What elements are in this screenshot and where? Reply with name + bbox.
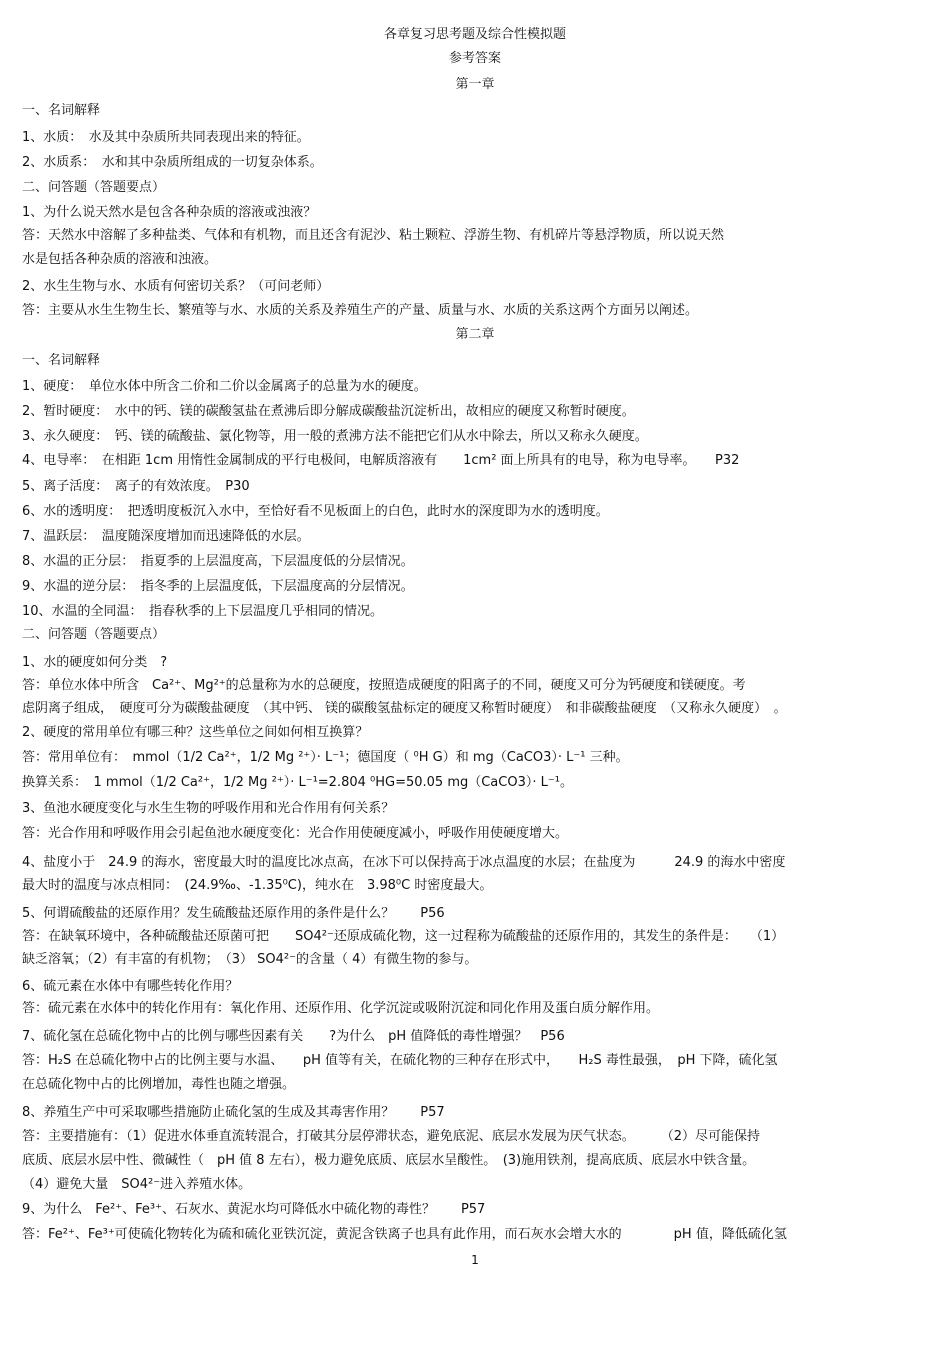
text-line: 水是包括各种杂质的溶液和浊液。	[22, 252, 218, 267]
heading-line: 各章复习思考题及综合性模拟题	[383, 27, 566, 42]
text-line: 答：主要措施有：（1）促进水体垂直流转混合，打破其分层停滞状态，避免底泥、底层水发展为厌气状态。 （2）尽可能保持	[22, 1129, 761, 1144]
text-line: 9、水温的逆分层： 指冬季的上层温度低，下层温度高的分层情况。	[22, 579, 414, 594]
text-line: 答：H₂S 在总硫化物中占的比例主要与水温、 pH 值等有关，在硫化物的三种存在形式中， H₂S 毒性最强， pH 下降，硫化氢	[22, 1053, 778, 1068]
text-line: 一、名词解释	[22, 353, 101, 368]
text-line: 答：主要从水生生物生长、繁殖等与水、水质的关系及养殖生产的产量、质量与水、水质的关系这两个方面另以阐述。	[22, 303, 699, 318]
text-line: 换算关系： 1 mmol（1/2 Ca²⁺，1/2 Mg ²⁺）· L⁻¹=2.804 ⁰HG=50.05 mg（CaCO3）· L⁻¹。	[22, 775, 573, 790]
text-line: 4、电导率： 在相距 1cm 用惰性金属制成的平行电极间，电解质溶液有 1cm² 面上所具有的电导，称为电导率。 P32	[22, 453, 740, 468]
heading-line: 第二章	[455, 327, 495, 342]
text-line: 1、为什么说天然水是包含各种杂质的溶液或浊液？	[22, 205, 317, 220]
text-line: 1、水质： 水及其中杂质所共同表现出来的特征。	[22, 130, 310, 145]
heading-line: 参考答案	[448, 51, 501, 66]
heading-line: 第一章	[455, 77, 495, 92]
text-line: 5、何谓硫酸盐的还原作用？发生硫酸盐还原作用的条件是什么？ P56	[22, 906, 445, 921]
text-line: 底质、底层水层中性、微碱性（ pH 值 8 左右），极力避免底质、底层水呈酸性。 (3)施用铁剂，提高底质、底层水中铁含量。	[22, 1153, 756, 1168]
text-line: 2、硬度的常用单位有哪三种？这些单位之间如何相互换算？	[22, 725, 369, 740]
text-line: 一、名词解释	[22, 103, 101, 118]
text-line: 最大时的温度与冰点相同： (24.9‰、-1.35⁰C)，纯水在 3.98⁰C 时密度最大。	[22, 878, 493, 893]
text-line: 2、水质系： 水和其中杂质所组成的一切复杂体系。	[22, 155, 323, 170]
text-line: 6、水的透明度： 把透明度板沉入水中，至恰好看不见板面上的白色，此时水的深度即为水的透明度。	[22, 504, 609, 519]
text-line: 1、水的硬度如何分类 ?	[22, 655, 168, 670]
text-line: 答：硫元素在水体中的转化作用有：氧化作用、还原作用、化学沉淀或吸附沉淀和同化作用及蛋白质分解作用。	[22, 1001, 660, 1016]
text-line: 答：Fe²⁺、Fe³⁺可使硫化物转化为硫和硫化亚铁沉淀，黄泥含铁离子也具有此作用，而石灰水会增大水的 pH 值，降低硫化氢	[22, 1227, 787, 1242]
text-line: 答：光合作用和呼吸作用会引起鱼池水硬度变化：光合作用使硬度减小，呼吸作用使硬度增大。	[22, 826, 569, 841]
text-line: 2、水生生物与水、水质有何密切关系？（可问老师）	[22, 279, 330, 294]
text-line: 5、离子活度： 离子的有效浓度。 P30	[22, 479, 250, 494]
text-line: 9、为什么 Fe²⁺、Fe³⁺、石灰水、黄泥水均可降低水中硫化物的毒性？ P57	[22, 1202, 486, 1217]
text-line: 缺乏溶氧；（2）有丰富的有机物； （3） SO4²⁻的含量（ 4）有微生物的参与。	[22, 952, 478, 967]
text-line: 二、问答题（答题要点）	[22, 627, 166, 642]
text-line: 10、水温的全同温： 指春秋季的上下层温度几乎相同的情况。	[22, 604, 384, 619]
text-line: 3、鱼池水硬度变化与水生生物的呼吸作用和光合作用有何关系？	[22, 801, 395, 816]
text-line: 6、硫元素在水体中有哪些转化作用？	[22, 979, 239, 994]
text-line: 8、养殖生产中可采取哪些措施防止硫化氢的生成及其毒害作用？ P57	[22, 1105, 445, 1120]
text-line: 答：常用单位有： mmol（1/2 Ca²⁺，1/2 Mg ²⁺）· L⁻¹；德国度（ ⁰H G）和 mg（CaCO3）· L⁻¹ 三种。	[22, 750, 629, 765]
text-line: 1、硬度： 单位水体中所含二价和二价以金属离子的总量为水的硬度。	[22, 379, 427, 394]
page-number: 1	[471, 1253, 479, 1267]
text-line: 2、暂时硬度： 水中的钙、镁的碳酸氢盐在煮沸后即分解成碳酸盐沉淀析出，故相应的硬度又称暂时硬度。	[22, 404, 635, 419]
text-line: 7、温跃层： 温度随深度增加而迅速降低的水层。	[22, 529, 310, 544]
text-line: 答：在缺氧环境中，各种硫酸盐还原菌可把 SO4²⁻还原成硫化物，这一过程称为硫酸盐的还原作用的，其发生的条件是： （1）	[22, 929, 785, 944]
text-line: 3、永久硬度： 钙、镁的硫酸盐、氯化物等，用一般的煮沸方法不能把它们从水中除去，所以又称永久硬度。	[22, 429, 648, 444]
text-line: 8、水温的正分层： 指夏季的上层温度高，下层温度低的分层情况。	[22, 554, 414, 569]
text-line: 虑阴离子组成， 硬度可分为碳酸盐硬度 （其中钙、 镁的碳酸氢盐标定的硬度又称暂时硬度） 和非碳酸盐硬度 （又称永久硬度） 。	[22, 701, 787, 716]
text-line: 答：单位水体中所含 Ca²⁺、Mg²⁺的总量称为水的总硬度，按照造成硬度的阳离子的不同，硬度又可分为钙硬度和镁硬度。考	[22, 678, 746, 693]
text-line: 二、问答题（答题要点）	[22, 180, 166, 195]
text-line: 4、盐度小于 24.9 的海水，密度最大时的温度比冰点高，在冰下可以保持高于冰点温度的水层；在盐度为 24.9 的海水中密度	[22, 855, 786, 870]
text-line: 在总硫化物中占的比例增加，毒性也随之增强。	[22, 1077, 296, 1092]
text-line: （4）避免大量 SO4²⁻进入养殖水体。	[22, 1177, 252, 1192]
text-line: 答：天然水中溶解了多种盐类、气体和有机物，而且还含有泥沙、粘土颗粒、浮游生物、有机碎片等悬浮物质，所以说天然	[22, 228, 725, 243]
text-line: 7、硫化氢在总硫化物中占的比例与哪些因素有关 ?为什么 pH 值降低的毒性增强？ P56	[22, 1029, 565, 1044]
